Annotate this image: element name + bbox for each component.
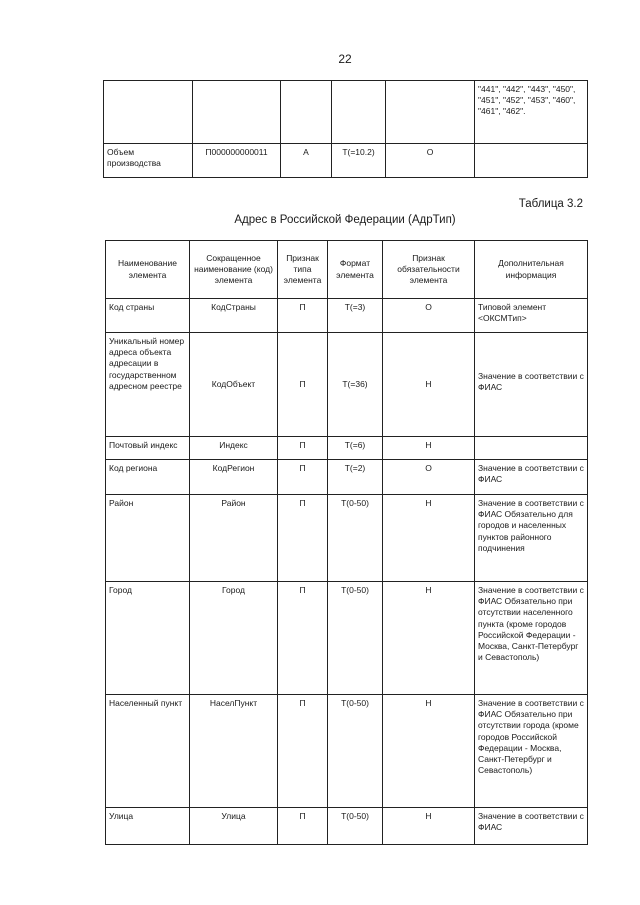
cell-type: П [278,582,328,695]
cell-name: Объем производства [104,144,193,178]
header-type: Признак типа элемента [278,241,328,299]
cell-type: А [281,144,332,178]
header-format: Формат элемента [328,241,383,299]
cell-type: П [278,333,328,437]
cell-info: Значение в соответствии с ФИАС [475,460,588,495]
cell-format: Т(=36) [328,333,383,437]
cell-info: Значение в соответствии с ФИАС Обязательно для городов и населенных пунктов районного подчинения [475,495,588,582]
cell-info: Значение в соответствии с ФИАС Обязательно при отсутствии города (кроме городов Российской Федерации - Москва, Санкт-Петербург и Севастополь) [475,695,588,808]
header-required: Признак обязательности элемента [383,241,475,299]
table-header-row [106,241,588,299]
cell-info: Значение в соответствии с ФИАС [475,808,588,845]
cell-required: О [386,144,475,178]
cell-format: Т(=3) [328,299,383,333]
table-row [106,695,588,808]
cell-type: П [278,460,328,495]
header-info: Дополнительная информация [475,241,588,299]
table-caption: Таблица 3.2 [518,198,583,210]
table-row [106,495,588,582]
cell-code: Район [190,495,278,582]
cell-format: Т(=10.2) [332,144,386,178]
cell-name: Город [106,582,190,695]
cell-name: Код страны [106,299,190,333]
cell-format: Т(0-50) [328,695,383,808]
cell-name: Район [106,495,190,582]
cell-required: Н [383,808,475,845]
address-table [105,240,588,845]
header-code: Сокращенное наименование (код) элемента [190,241,278,299]
cell-required: О [383,299,475,333]
table-row [106,333,588,437]
cell-info: Значение в соответствии с ФИАС Обязательно при отсутствии населенного пункта (кроме городов Российской Федерации - Москва, Санкт-Петербург и Севастополь) [475,582,588,695]
cell-format: Т(=2) [328,460,383,495]
cell-required: Н [383,495,475,582]
cell-name: Уникальный номер адреса объекта адресации в государственном адресном реестре [106,333,190,437]
cell-format: Т(0-50) [328,808,383,845]
cell-info: "441", "442", "443", "450", "451", "452", "453", "460", "461", "462". [475,81,588,144]
cell-type: П [278,808,328,845]
cell-code: КодОбъект [190,333,278,437]
cell-name: Улица [106,808,190,845]
cell-info: Значение в соответствии с ФИАС [475,333,588,437]
cell-code: Улица [190,808,278,845]
cell-code: Индекс [190,437,278,460]
table-row [106,299,588,333]
cell-code: Город [190,582,278,695]
cell-required: Н [383,437,475,460]
table-row [104,81,588,144]
continued-table [103,80,588,178]
cell-info [475,437,588,460]
table-row [106,808,588,845]
cell-type: П [278,495,328,582]
cell-required: Н [383,695,475,808]
page-number: 22 [338,52,352,66]
cell-name: Населенный пункт [106,695,190,808]
table-row [106,582,588,695]
cell-format: Т(0-50) [328,495,383,582]
cell-info: Типовой элемент <ОКСМТип> [475,299,588,333]
cell-name: Почтовый индекс [106,437,190,460]
cell-code: П000000000011 [193,144,281,178]
cell-code: КодСтраны [190,299,278,333]
cell-type: П [278,437,328,460]
cell-code: НаселПункт [190,695,278,808]
table-row [106,460,588,495]
table-title: Адрес в Российской Федерации (АдрТип) [234,214,456,226]
table-row [104,144,588,178]
cell-type: П [278,695,328,808]
cell-required: О [383,460,475,495]
cell-type: П [278,299,328,333]
cell-format: Т(0-50) [328,582,383,695]
cell-format: Т(=6) [328,437,383,460]
cell-name: Код региона [106,460,190,495]
cell-code: КодРегион [190,460,278,495]
header-name: Наименование элемента [106,241,190,299]
table-row [106,437,588,460]
cell-required: Н [383,333,475,437]
cell-required: Н [383,582,475,695]
